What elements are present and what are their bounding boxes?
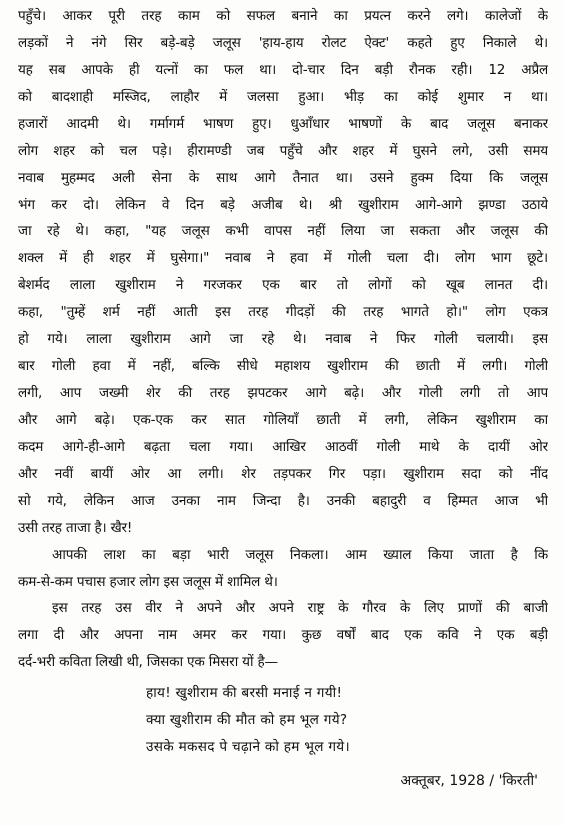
paragraph-line: लगा दी और अपना नाम अमर कर गया। कुछ वर्षों बाद एक कवि ने एक बड़ी — [18, 627, 548, 643]
paragraph-line: जा रहे थे। कहा, "यह जलूस कभी वापस नहीं लिया जा सकता और जलूस की — [18, 223, 548, 239]
paragraph-line: कदम आगे-ही-आगे बढ़ता चला गया। आखिर आठवीं गोली माथे के दायीं ओर — [18, 439, 548, 455]
paragraph-line: नवाब मुहम्मद अली सेना के साथ आगे तैनात था। उसने हुक्म दिया कि जलूस — [18, 170, 548, 186]
paragraph-line: आपकी लाश का बड़ा भारी जलूस निकला। आम ख्याल किया जाता है कि — [52, 547, 548, 563]
paragraph-line: शक्ल में ही शहर में घुसेगा।" नवाब ने हवा में गोली चला दी। लोग भाग छूटे। — [18, 250, 548, 266]
paragraph-line: कहा, "तुम्हें शर्म नहीं आती इस तरह गीदड़ों की तरह भागते हो।" लोग एकत्र — [18, 304, 548, 320]
paragraph-line: हजारों आदमी थे। गर्मागर्म भाषण हुए। धुआँधार भाषणों के बाद जलूस बनाकर — [18, 116, 548, 132]
verse-line: हाय! खुशीराम की बरसी मनाई न गयी! — [146, 685, 343, 701]
paragraph-line: और आगे बढ़े। एक-एक कर सात गोलियाँ छाती में लगी, लेकिन खुशीराम का — [18, 412, 548, 428]
date-source-signature: अक्तूबर, 1928 / 'किरती' — [400, 773, 538, 789]
paragraph-line: बेशर्मद लाला खुशीराम ने गरजकर एक बार तो लोगों को खूब लानत दी। — [18, 277, 548, 293]
paragraph-line: यह सब आपके ही यत्नों का फल था। दो-चार दिन बड़ी रौनक रही। 12 अप्रैल — [18, 62, 548, 78]
paragraph-line: उसी तरह ताजा है। खैर! — [18, 520, 133, 536]
paragraph-line: लगी, आप जख्मी शेर की तरह झपटकर आगे बढ़े। और गोली लगी तो आप — [18, 385, 548, 401]
paragraph-line: बार गोली हवा में नहीं, बल्कि सीधे महाशय खुशीराम की छाती में लगी। गोली — [18, 358, 548, 374]
paragraph-line: भंग कर दो। लेकिन वे दिन बड़े अजीब थे। श्री खुशीराम आगे-आगे झण्डा उठाये — [18, 197, 548, 213]
paragraph-line: इस तरह उस वीर ने अपने और अपने राष्ट्र के गौरव के लिए प्राणों की बाजी — [52, 600, 548, 616]
paragraph-line: पहुँचे। आकर पूरी तरह काम को सफल बनाने का प्रयत्न करने लगे। कालेजों के — [18, 8, 548, 24]
paragraph-line: हो गये। लाला खुशीराम आगे जा रहे थे। नवाब ने फिर गोली चलायी। इस — [18, 331, 548, 347]
paragraph-line: कम-से-कम पचास हजार लोग इस जलूस में शामिल थे। — [18, 574, 278, 590]
paragraph-line: और नवीं बायीं ओर आ लगी। शेर तड़पकर गिर पड़ा। खुशीराम सदा को नींद — [18, 466, 548, 482]
paragraph-line: दर्द-भरी कविता लिखी थी, जिसका एक मिसरा यों है— — [18, 654, 278, 670]
verse-line: उसके मकसद पे चढ़ाने को हम भूल गये। — [146, 739, 350, 755]
verse-line: क्या खुशीराम की मौत को हम भूल गये? — [146, 712, 348, 728]
paragraph-line: लोग शहर को चल पड़े। हीरामण्डी जब पहुँचे और शहर में घुसने लगे, उसी समय — [18, 143, 548, 159]
paragraph-line: सो गये, लेकिन आज उनका नाम जिन्दा है। उनकी बहादुरी व हिम्मत आज भी — [18, 493, 548, 509]
paragraph-line: लड़कों ने नंगे सिर बड़े-बड़े जलूस 'हाय-हाय रोलट ऐक्ट' कहते हुए निकाले थे। — [18, 35, 548, 51]
paragraph-line: को बादशाही मस्जिद, लाहौर में जलसा हुआ। भीड़ का कोई शुमार न था। — [18, 89, 548, 105]
